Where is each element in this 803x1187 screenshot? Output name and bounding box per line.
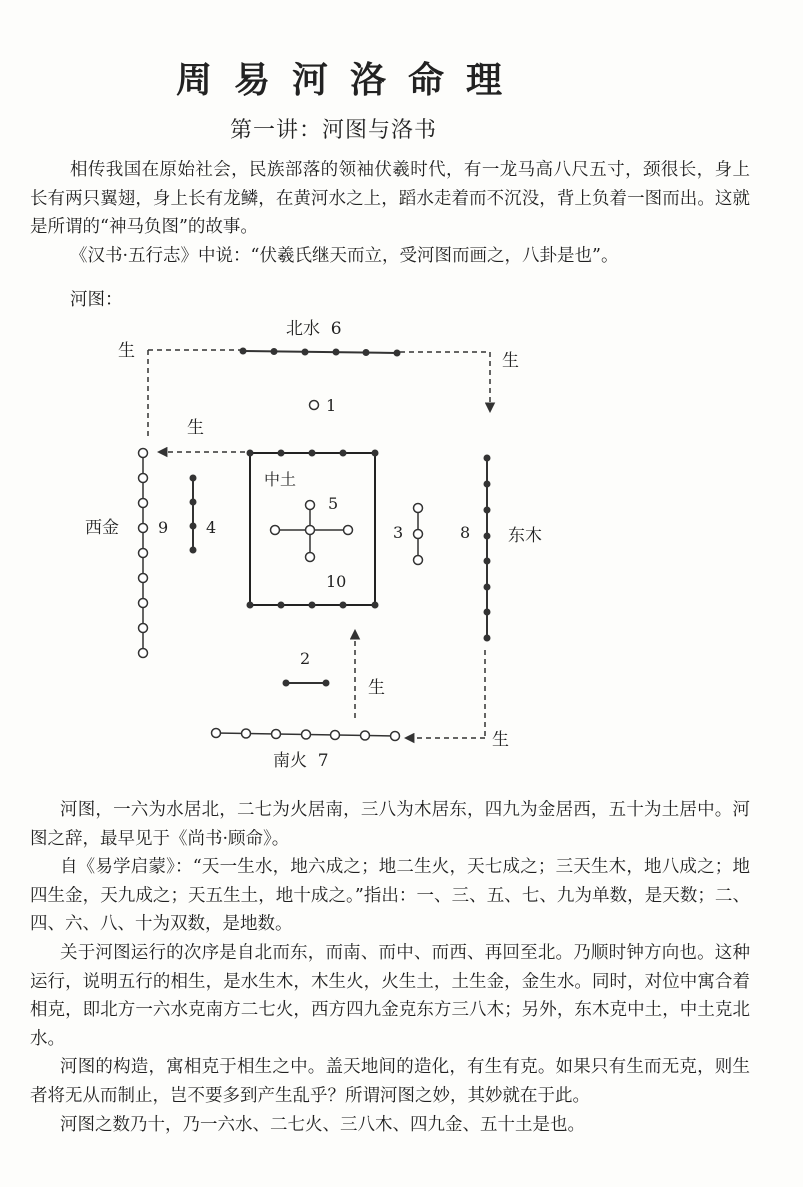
body-paragraph-1: 河图，一六为水居北，二七为火居南，三八为木居东，四九为金居西，五十为土居中。河图之辞，最早见于《尚书·顾命》。 — [30, 800, 750, 849]
sheng-label-s: 生 — [368, 678, 385, 698]
number-3: 3 — [393, 523, 404, 542]
outer-dashed-frame — [148, 350, 490, 738]
west-label: 西金 — [85, 518, 119, 538]
one-white-dot — [310, 401, 319, 410]
west-four-dots — [190, 475, 197, 554]
south-seven-dots — [212, 729, 400, 741]
page-title: 周易河洛命理 — [175, 59, 524, 101]
number-4: 4 — [206, 518, 217, 537]
number-1: 1 — [326, 396, 337, 415]
hetu-diagram — [0, 300, 803, 780]
south-label: 南火 7 — [273, 751, 329, 771]
south-two-dots — [283, 680, 330, 687]
hetu-label: 河图： — [70, 290, 123, 310]
number-10: 10 — [326, 572, 347, 591]
west-nine-dots — [139, 449, 148, 658]
body-paragraph-4: 河图的构造，寓相克于相生之中。盖天地间的造化，有生有克。如果只有生而无克，则生者将无从而制止，岂不要多到产生乱乎？所谓河图之妙，其妙就在于此。 — [30, 1057, 750, 1106]
sheng-label-nw: 生 — [118, 341, 135, 361]
body-text — [30, 796, 750, 1139]
number-8: 8 — [460, 523, 471, 542]
center-label: 中土 — [264, 470, 297, 489]
intro-paragraph-2: 《汉书·五行志》中说：“伏羲氏继天而立，受河图而画之，八卦是也”。 — [70, 246, 619, 266]
number-9: 9 — [158, 518, 169, 537]
east-three-dots — [414, 504, 423, 565]
sheng-label-se: 生 — [492, 730, 509, 750]
sheng-label-ne: 生 — [502, 351, 519, 371]
intro-paragraph-1: 相传我国在原始社会，民族部落的领袖伏羲时代，有一龙马高八尺五寸，颈很长，身上长有两只翼翅，身上长有龙鳞，在黄河水之上，蹈水走着而不沉没，背上负着一图而出。这就是所谓的“神马负图”的故事。 — [30, 160, 750, 238]
number-2: 2 — [300, 649, 311, 668]
north-6-dots — [240, 348, 401, 357]
east-label: 东木 — [508, 526, 542, 546]
body-paragraph-2: 自《易学启蒙》：“天一生水，地六成之；地二生火，天七成之；三天生木，地八成之；地四生金，天九成之；天五生土，地十成之。”指出：一、三、五、七、九为单数，是天数；二、四、六、八、十为双数，是地数。 — [30, 857, 750, 935]
north-label: 北水 6 — [286, 319, 342, 339]
lecture-subtitle: 第一讲：河图与洛书 — [230, 118, 438, 143]
center-five-dots — [271, 501, 353, 562]
east-eight-dots — [484, 455, 491, 642]
body-paragraph-3: 关于河图运行的次序是自北而东，而南、而中、而西、再回至北。乃顺时钟方向也。这种运行，说明五行的相生，是水生木，木生火，火生土，土生金，金生水。同时，对位中寓合着相克，即北方一六水克南方二七火，西方四九金克东方三八木；另外，东木克中土，中土克北水。 — [30, 942, 750, 1049]
body-paragraph-5: 河图之数乃十，乃一六水、二七火、三八木、四九金、五十土是也。 — [60, 1114, 585, 1135]
number-5: 5 — [328, 494, 339, 513]
sheng-label-w: 生 — [187, 418, 204, 438]
